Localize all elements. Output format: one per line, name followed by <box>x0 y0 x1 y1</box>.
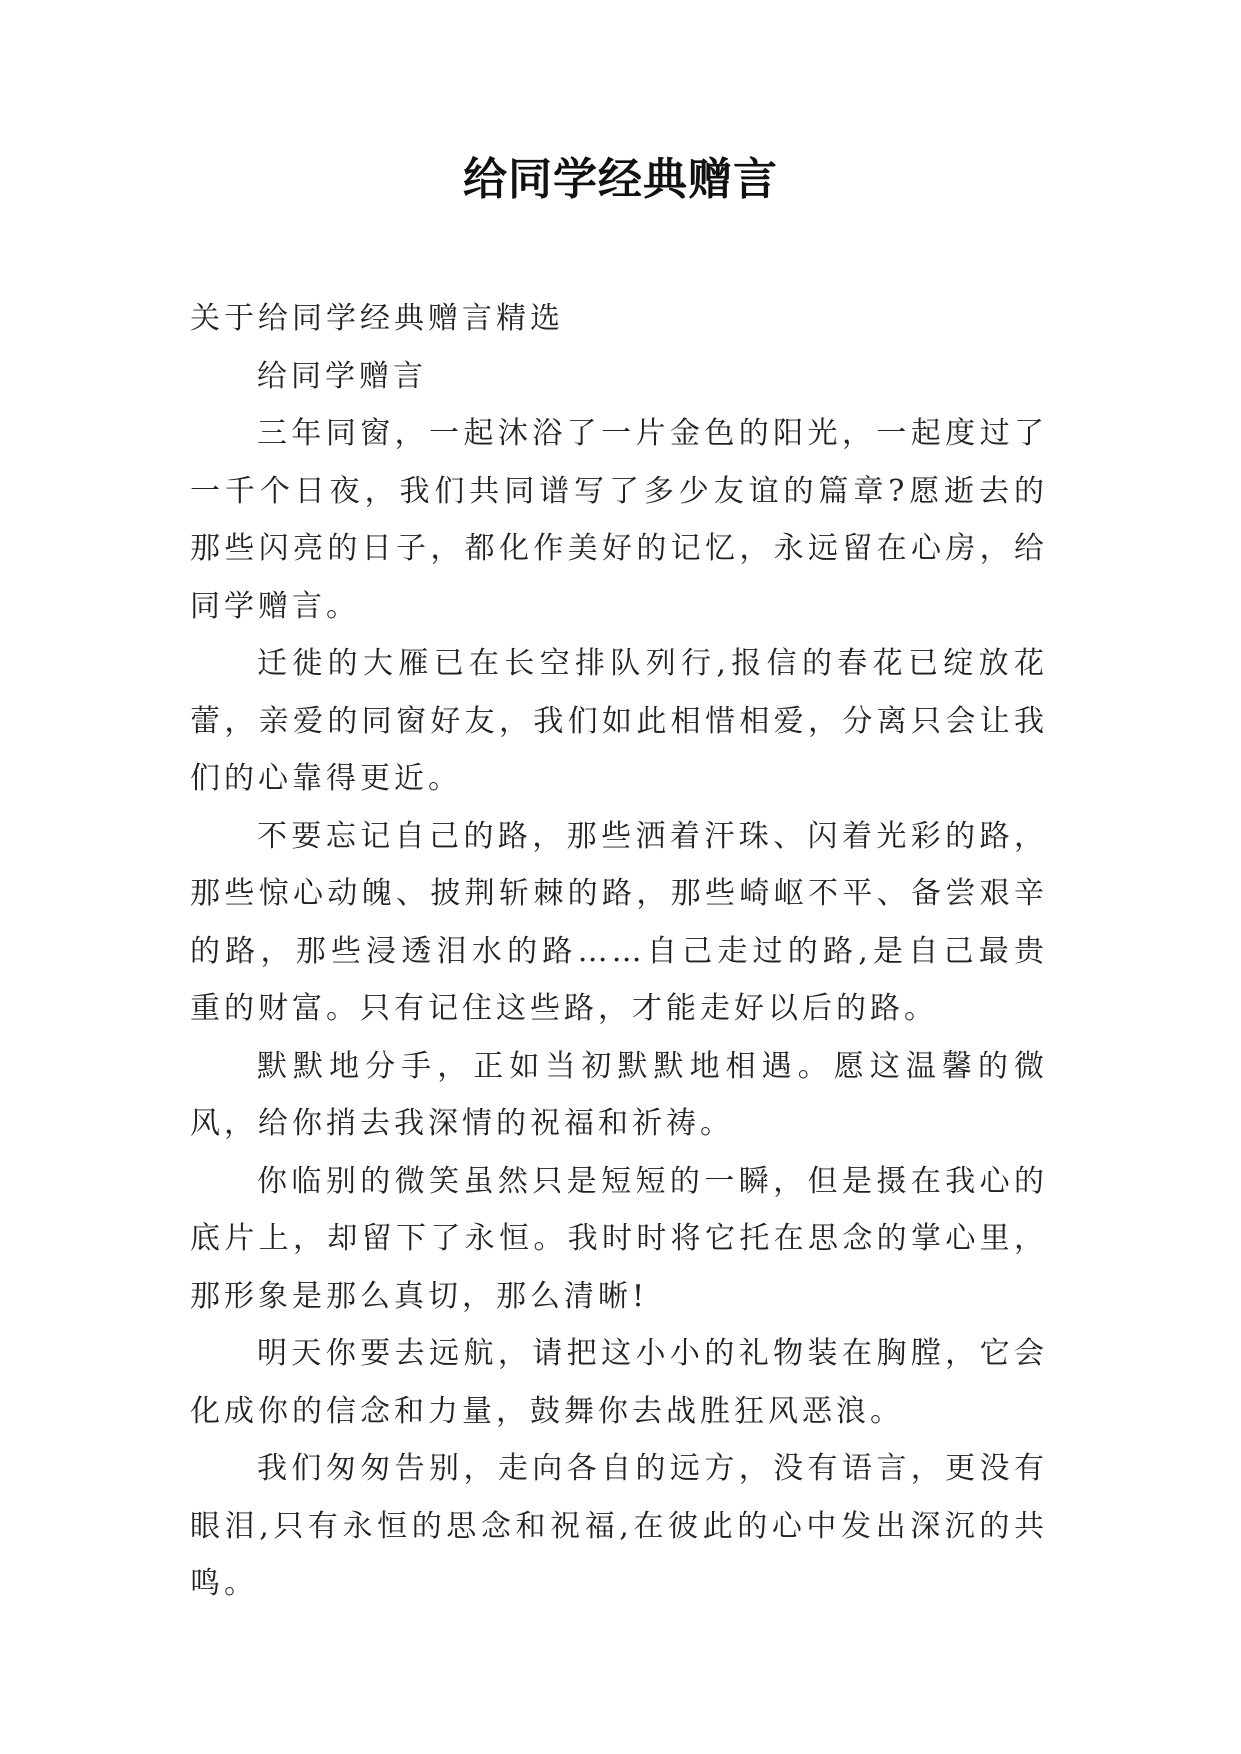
document-subtitle: 关于给同学经典赠言精选 <box>190 301 564 336</box>
document-body <box>190 290 1048 1613</box>
paragraph: 迁徙的大雁已在长空排队列行,报信的春花已绽放花蕾，亲爱的同窗好友，我们如此相惜相爱，分离只会让我们的心靠得更近。 <box>190 646 1048 796</box>
document-title: 给同学经典赠言 <box>463 154 778 205</box>
paragraph: 默默地分手，正如当初默默地相遇。愿这温馨的微风，给你捎去我深情的祝福和祈祷。 <box>190 1048 1048 1141</box>
paragraph: 明天你要去远航，请把这小小的礼物装在胸膛，它会化成你的信念和力量，鼓舞你去战胜狂风恶浪。 <box>190 1336 1048 1429</box>
section-heading: 给同学赠言 <box>257 358 427 394</box>
paragraph: 三年同窗，一起沐浴了一片金色的阳光，一起度过了一千个日夜，我们共同谱写了多少友谊的篇章?愿逝去的那些闪亮的日子，都化作美好的记忆，永远留在心房，给同学赠言。 <box>190 416 1048 624</box>
paragraph: 你临别的微笑虽然只是短短的一瞬，但是摄在我心的底片上，却留下了永恒。我时时将它托在思念的掌心里，那形象是那么真切，那么清晰! <box>190 1163 1048 1314</box>
paragraph: 不要忘记自己的路，那些洒着汗珠、闪着光彩的路，那些惊心动魄、披荆斩棘的路，那些崎岖不平、备尝艰辛的路，那些浸透泪水的路……自己走过的路,是自己最贵重的财富。只有记住这些路，才能走好以后的路。 <box>190 818 1048 1026</box>
paragraph: 我们匆匆告别，走向各自的远方，没有语言，更没有眼泪,只有永恒的思念和祝福,在彼此的心中发出深沉的共鸣。 <box>190 1451 1048 1601</box>
